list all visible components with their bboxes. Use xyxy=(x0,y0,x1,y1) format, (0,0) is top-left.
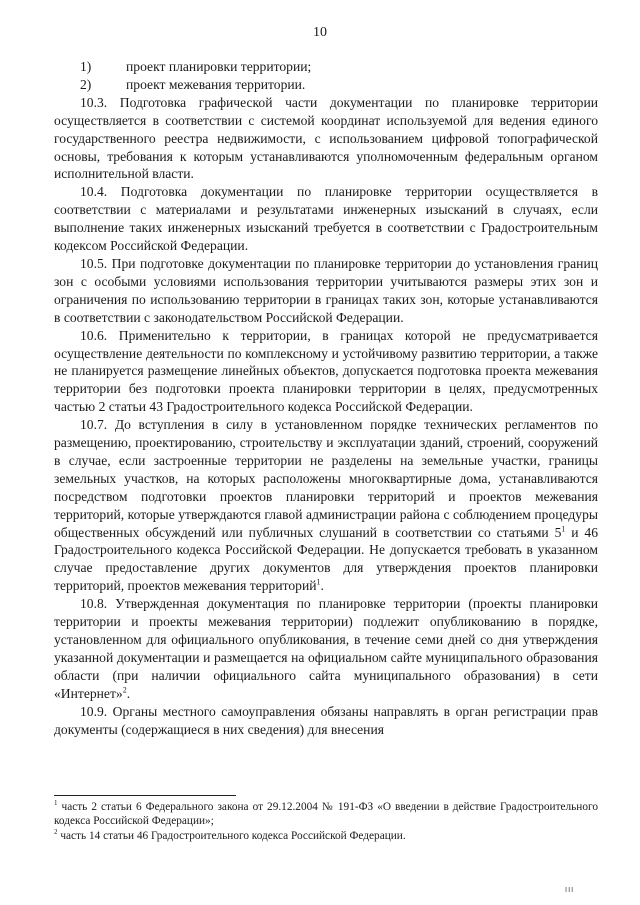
page-number: 10 xyxy=(313,25,327,40)
footnote-ref: 2 xyxy=(122,685,127,695)
paragraph-text: 10.8. Утвержденная документация по планировке территории (проекты планировки территории и проекты межевания территории) подлежит опубликованию в порядке, установленном для официального опубликования, в течение семи дней со дня утверждения указанной документации и размещается на официальном сайте муниципального образования области (при наличии официального сайта муниципального образования) в сети «Интернет» xyxy=(54,596,598,701)
paragraph-text: . xyxy=(320,578,324,594)
list-item xyxy=(54,76,598,94)
paragraph-text: и 46 Градостроительного кодекса Российской Федерации. Не допускается требовать в указанном случае предоставление других документов для утверждения проектов планировки территорий, проектов межевания территорий xyxy=(54,524,599,594)
paragraph-10-7 xyxy=(54,416,598,595)
footnote-ref: 1 xyxy=(316,577,321,587)
list-item xyxy=(54,58,598,76)
paragraph-10-3: 10.3. Подготовка графической части документации по планировке территории осуществляется в соответствии с системой координат используемой для ведения единого государственного реестра недвижимости, с использованием цифровой топографической основы, требования к которым устанавливаются уполномоченным федеральным органом исполнительной власти. xyxy=(54,94,598,182)
list-number: 1) xyxy=(80,59,92,74)
footnote-ref: 1 xyxy=(561,524,566,534)
footnote-marker: 2 xyxy=(54,828,58,837)
paragraph-10-4: 10.4. Подготовка документации по планировке территории осуществляется в соответствии с материалами и результатами инженерных изысканий в случаях, если выполнение таких инженерных изысканий требуется в соответствии с Градостроительным кодексом Российской Федерации. xyxy=(54,184,598,254)
footnote-text: часть 14 статьи 46 Градостроительного кодекса Российской Федерации. xyxy=(57,829,406,842)
footnote xyxy=(54,800,598,829)
paragraph-10-5: 10.5. При подготовке документации по планировке территории до установления границ зон с особыми условиями использования территории учитываются размеры этих зон и ограничения по использованию территории в границах таких зон, которые устанавливаются в соответствии с законодательством Российской Федерации. xyxy=(54,255,598,325)
paragraph-text: 10.7. До вступления в силу в установленном порядке технических регламентов по размещению, проектированию, строительству и эксплуатации зданий, строений, сооружений в случае, если застроенные территории не разделены на земельные участки, границы земельных участков, на которых расположены многоквартирные дома, устанавливаются посредством подготовки проектов планировки территорий и проектов межевания территорий, которые утверждаются главой администрации района с соблюдением процедуры общественных обсуждений или публичных слушаний в соответствии со статьями 5 xyxy=(54,417,598,540)
footnote-text: часть 2 статьи 6 Федерального закона от 29.12.2004 № 191-ФЗ «О введении в действие Градостроительного кодекса Российской Федерации»; xyxy=(54,801,598,828)
footnote-divider xyxy=(54,795,236,796)
paragraph-10-6: 10.6. Применительно к территории, в границах которой не предусматривается осуществление деятельности по комплексному и устойчивому развитию территории, а также не планируется размещение линейных объектов, допускается подготовка проекта межевания территории без подготовки проекта планировки территории в целях, предусмотренных частью 2 статьи 43 Градостроительного кодекса Российской Федерации. xyxy=(54,327,598,415)
footnote-marker: 1 xyxy=(54,799,58,808)
paragraph-text: . xyxy=(126,685,131,701)
list-text: проект планировки территории; xyxy=(126,59,312,74)
paragraph-10-9: 10.9. Органы местного самоуправления обязаны направлять в орган регистрации прав документы (содержащиеся в них сведения) для внесения xyxy=(54,703,598,737)
document-body xyxy=(54,58,598,738)
corner-mark: III xyxy=(565,886,575,894)
footnote xyxy=(54,829,598,843)
footnotes xyxy=(54,800,598,843)
list-text: проект межевания территории. xyxy=(126,76,306,92)
paragraph-10-8 xyxy=(54,595,598,702)
list-number: 2) xyxy=(80,76,92,92)
